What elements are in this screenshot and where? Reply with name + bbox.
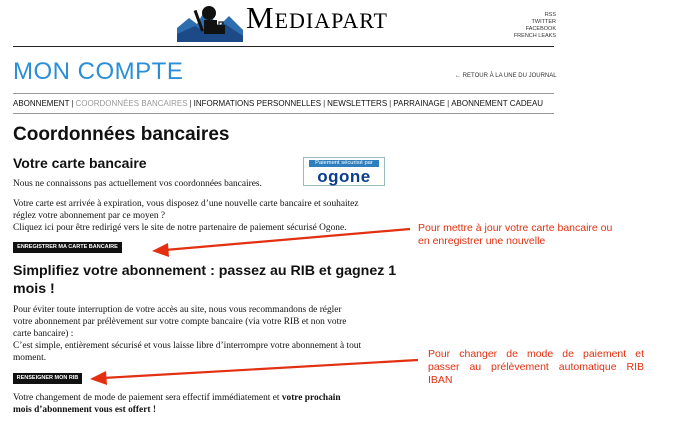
expired-text: Votre carte est arrivée à expiration, vous disposez d’une nouvelle carte bancaire et souhaitez réglez votre abonnement par ce moyen ? Cliquez ici pour être redirigé vers le site de notre partenaire de paiement sécurisé Ogone.: [13, 199, 359, 233]
french-leaks-link[interactable]: FRENCH LEAKS: [513, 33, 556, 39]
nav-separator: |: [447, 99, 450, 108]
arrow-left-icon: ←: [455, 73, 461, 79]
nav-separator: |: [389, 99, 392, 108]
rib-paragraph-2: C’est simple, entièrement sécurisé et vous laisse libre d’interrompre votre abonnement à tout moment.: [13, 341, 362, 363]
rss-link[interactable]: RSS: [544, 12, 556, 18]
nav-item-informations-personnelles[interactable]: INFORMATIONS PERSONNELLES: [193, 99, 322, 108]
no-data-text: Nous ne connaissons pas actuellement vos coordonnées bancaires.: [13, 179, 262, 189]
nav-separator: |: [71, 99, 74, 108]
nav-item-abonnement-cadeau[interactable]: ABONNEMENT CADEAU: [451, 99, 544, 108]
rib-paragraph-1: Pour éviter toute interruption de votre accès au site, nous vous recommandons de régler votre abonnement par prélèvement sur votre compte bancaire (via votre RIB et non votre carte bancaire) :: [13, 305, 347, 339]
nav-item-newsletters[interactable]: NEWSLETTERS: [327, 99, 388, 108]
section-heading: Coordonnées bancaires: [13, 124, 230, 145]
logo-text: Mediapart: [246, 0, 388, 35]
rib-heading: Simplifiez votre abonnement : passez au RIB et gagnez 1 mois !: [13, 263, 397, 297]
rib-annotation: Pour changer de mode de paiement et passer au prélèvement automatique RIB IBAN: [428, 348, 644, 386]
page-title: MON COMPTE: [13, 58, 184, 85]
nav-separator: |: [189, 99, 192, 108]
nav-item-coordonnees-bancaires[interactable]: COORDONNÉES BANCAIRES: [75, 99, 188, 108]
nav-separator: |: [323, 99, 326, 108]
nav-item-abonnement[interactable]: ABONNEMENT: [13, 99, 70, 108]
rib-final-text: Votre changement de mode de paiement sera effectif immédiatement et votre prochain mois d’abonnement vous est offert !: [13, 393, 341, 415]
card-subheading: Votre carte bancaire: [13, 155, 147, 171]
card-annotation: Pour mettre à jour votre carte bancaire ou en enregistrer une nouvelle: [418, 222, 613, 247]
back-to-home-link[interactable]: ← RETOUR À LA UNE DU JOURNAL: [455, 73, 557, 79]
rib-button[interactable]: RENSEIGNER MON RIB: [13, 373, 82, 384]
card-annotation-arrow: [152, 229, 410, 257]
rib-annotation-arrow: [90, 360, 418, 385]
ogone-caption: Paiement sécurisé par: [315, 160, 373, 166]
ogone-brand: ogone: [317, 167, 371, 186]
register-card-button[interactable]: ENREGISTRER MA CARTE BANCAIRE: [13, 242, 122, 253]
twitter-link[interactable]: TWITTER: [531, 19, 556, 25]
facebook-link[interactable]: FACEBOOK: [525, 26, 556, 32]
nav-item-parrainage[interactable]: PARRAINAGE: [393, 99, 446, 108]
